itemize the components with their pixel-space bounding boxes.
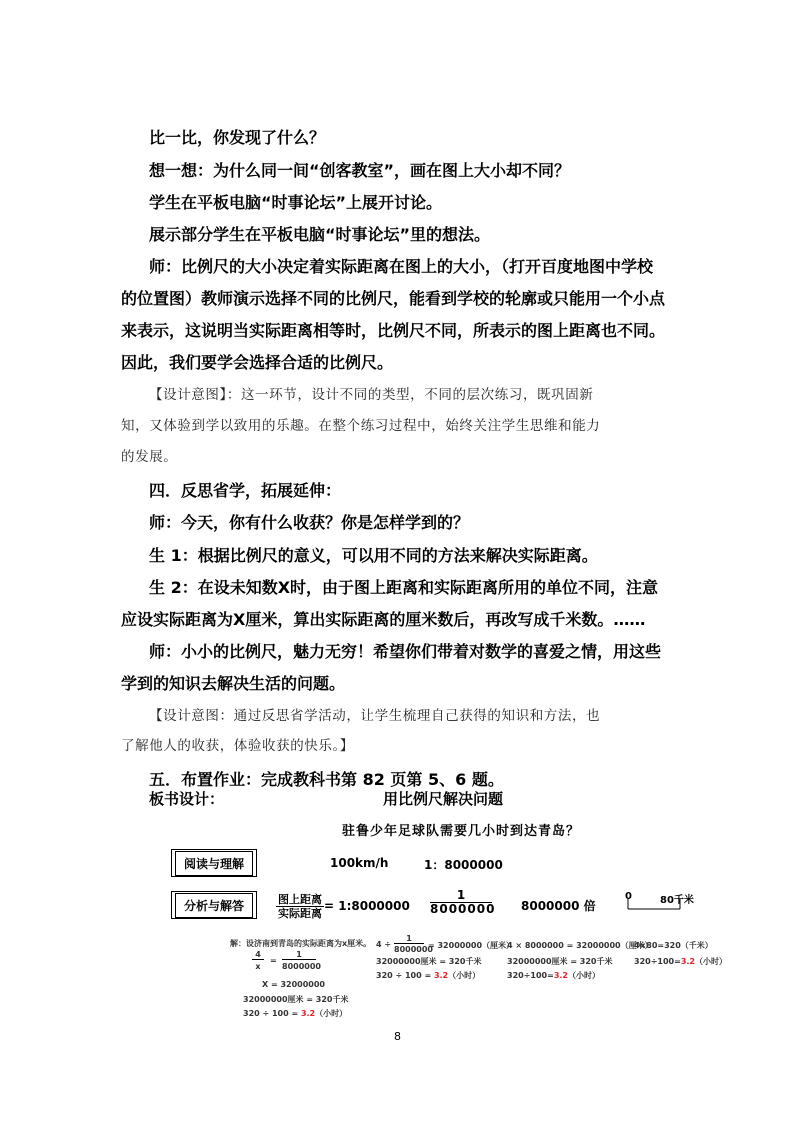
eq-left-numerator: 4 <box>252 950 264 960</box>
method2-div-result: = 32000000（厘米） <box>428 941 515 950</box>
design-intent-1-line1: 【设计意图】：这一环节，设计不同的类型，不同的层次练习，既巩固新 <box>149 387 594 403</box>
paragraph-think: 想一想：为什么同一间“创客教室”，画在图上大小却不同？ <box>149 161 571 180</box>
eq-time-calc-text: 320 ÷ 100 = <box>243 1009 301 1018</box>
board-design-label: 板书设计： <box>149 790 225 808</box>
method3-time-calc-text: 320÷100= <box>507 971 554 980</box>
times-value: 8000000 倍 <box>521 899 596 913</box>
design-intent-2-line2: 了解他人的收获，体验收获的快乐。】 <box>121 738 354 754</box>
method3-time-unit: （小时） <box>567 971 600 980</box>
line-scale-zero: 0 <box>625 891 632 902</box>
line-scale-80km: 80千米 <box>660 895 694 906</box>
method2-time-calc-text: 320 ÷ 100 = <box>376 971 434 980</box>
paragraph-show-ideas: 展示部分学生在平板电脑“时事论坛”里的想法。 <box>149 225 491 244</box>
scale-fraction <box>430 888 496 916</box>
read-understand-box <box>171 849 257 877</box>
teacher-question: 师：今天，你有什么收获？你是怎样学到的？ <box>149 513 470 532</box>
eq-time-calc <box>243 1008 347 1019</box>
design-intent-1-line2: 知，又体验到学以致用的乐趣。在整个练习过程中，始终关注学生思维和能力 <box>121 418 601 434</box>
scale-definition-fraction <box>276 893 324 920</box>
method3-time-calc <box>507 970 600 981</box>
paragraph-teacher-line1: 师：比例尺的大小决定着实际距离在图上的大小，（打开百度地图中学校 <box>149 257 654 276</box>
eq-solution-x: X = 32000000 <box>262 980 325 989</box>
student-2-answer-line1: 生 2：在设未知数Χ时，由于图上距离和实际距离所用的单位不同，注意 <box>149 578 659 597</box>
actual-distance-label: 实际距离 <box>278 907 322 920</box>
method2-time-answer: 3.2 <box>433 971 449 980</box>
paragraph-teacher-line4: 因此，我们要学会选择合适的比例尺。 <box>121 353 394 372</box>
student-1-answer: 生 1：根据比例尺的意义，可以用不同的方法来解决实际距离。 <box>149 546 598 565</box>
eq-left-denominator: x <box>255 962 261 971</box>
method2-time-unit: （小时） <box>448 971 481 980</box>
eq-unit-conversion: 32000000厘米 = 320千米 <box>243 995 349 1004</box>
scale-equation: = 1:8000000 <box>324 899 410 913</box>
method2-div-prefix: 4 ÷ <box>376 940 392 949</box>
paragraph-compare: 比一比，你发现了什么？ <box>149 128 326 147</box>
scale-fraction-numerator: 1 <box>430 889 492 903</box>
eq-time-unit: （小时） <box>315 1009 348 1018</box>
scale-fraction-denominator: 8000000 <box>430 902 496 916</box>
eq-equals: = <box>270 956 277 965</box>
eq-time-answer: 3.2 <box>300 1009 316 1018</box>
map-distance-label: 图上距离 <box>278 893 322 906</box>
method2-unit-conversion: 32000000厘米 = 320千米 <box>376 957 482 966</box>
method3-multiply: 4 × 8000000 = 32000000（厘米） <box>507 941 653 950</box>
method4-time-answer: 3.2 <box>680 957 695 966</box>
method3-time-answer: 3.2 <box>553 971 568 980</box>
read-understand-label: 阅读与理解 <box>175 851 253 876</box>
page-number: 8 <box>394 1030 401 1043</box>
section-5-homework: 五．布置作业：完成教科书第 82 页第 5、6 题。 <box>149 770 504 789</box>
paragraph-teacher-line2: 的位置图）教师演示选择不同的比例尺，能看到学校的轮廓或只能用一个小点 <box>121 289 666 308</box>
analyze-solve-box <box>171 891 257 919</box>
board-question: 驻鲁少年足球队需要几小时到达青岛？ <box>342 824 581 839</box>
student-2-answer-line2: 应设实际距离为Χ厘米，算出实际距离的厘米数后，再改写成千米数。…… <box>121 610 646 629</box>
paragraph-discussion: 学生在平板电脑“时事论坛”上展开讨论。 <box>149 193 443 212</box>
solution-intro: 解：设济南到青岛的实际距离为x厘米。 <box>230 939 372 948</box>
method2-time-calc <box>376 970 480 981</box>
analyze-solve-label: 分析与解答 <box>175 893 253 918</box>
teacher-conclusion-line1: 师：小小的比例尺，魅力无穷！希望你们带着对数学的喜爱之情，用这些 <box>149 642 662 661</box>
method2-fraction-denominator: 8000000 <box>394 945 433 954</box>
design-intent-2-line1: 【设计意图：通过反思省学活动，让学生梳理自己获得的知识和方法，也 <box>149 708 601 724</box>
design-intent-1-line3: 的发展。 <box>121 449 178 465</box>
method3-unit-conversion: 32000000厘米 = 320千米 <box>507 957 613 966</box>
method4-multiply: 4×80=320（千米） <box>634 941 713 950</box>
teacher-conclusion-line2: 学到的知识去解决生活的问题。 <box>121 674 346 693</box>
eq-right-numerator: 1 <box>282 950 316 960</box>
speed-value: 100km/h <box>330 856 389 870</box>
method4-time-calc <box>634 956 727 967</box>
method4-time-unit: （小时） <box>694 957 727 966</box>
scale-value: 1：8000000 <box>424 858 503 872</box>
eq-right-denominator: 8000000 <box>282 962 321 971</box>
method2-fraction-numerator: 1 <box>394 934 424 944</box>
paragraph-teacher-line3: 来表示，这说明当实际距离相等时，比例尺不同，所表示的图上距离也不同。 <box>121 321 666 340</box>
board-design-title: 用比例尺解决问题 <box>383 790 504 808</box>
section-4-title: 四．反思省学，拓展延伸： <box>149 481 342 500</box>
method4-time-calc-text: 320÷100= <box>634 957 681 966</box>
